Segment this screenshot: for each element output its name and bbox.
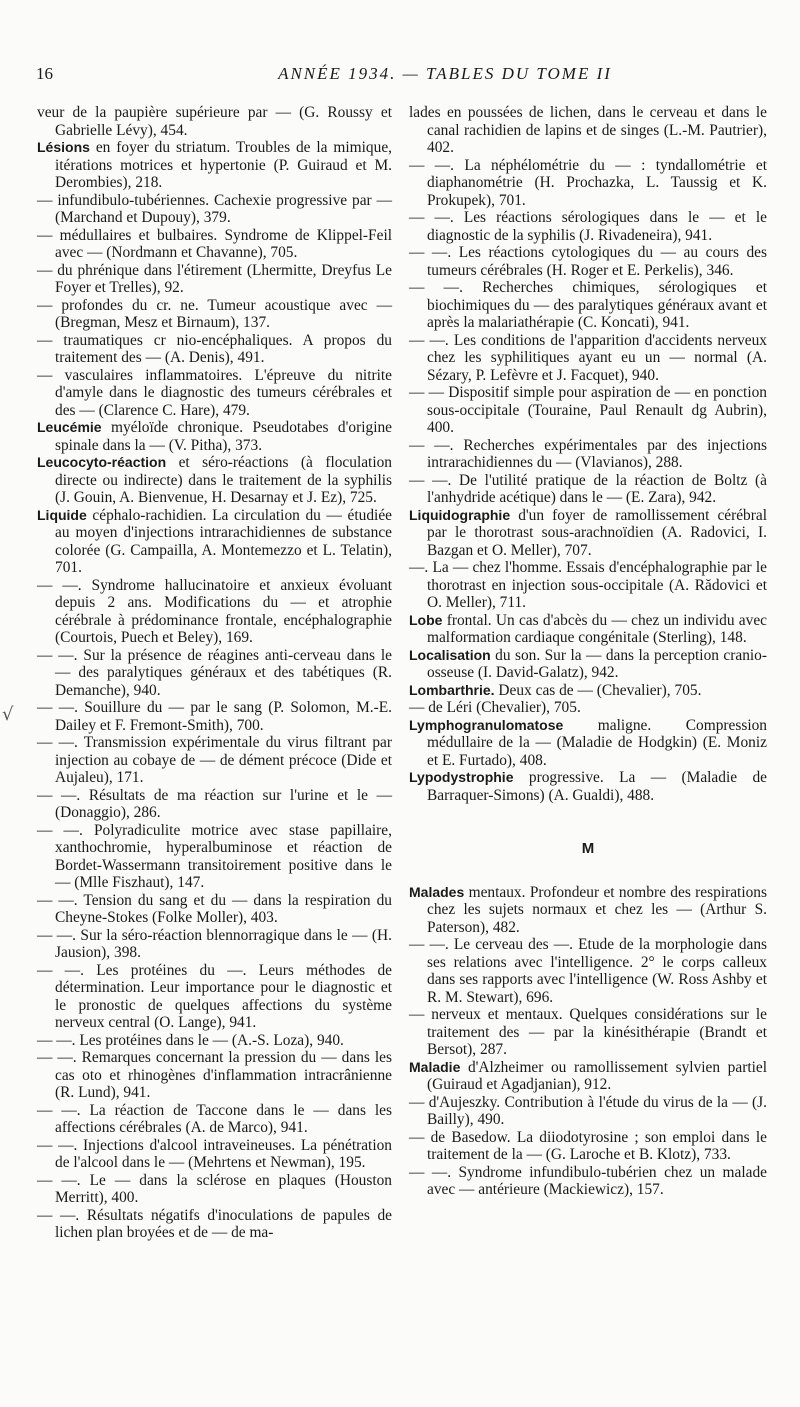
index-entry [37, 699, 392, 734]
entry-text: — —. Polyradiculite motrice avec stase papillaire, xanthochromie, hyperalbuminose et réaction de Bordet-Wassermann transitoirement positive dans le — (Mlle Fiszhaut), 147. [37, 821, 392, 891]
index-entry [409, 1006, 767, 1059]
index-entry [37, 927, 392, 962]
entry-text: du son. Sur la — dans la perception cranio-osseuse (I. David-Galatz), 942. [427, 646, 767, 681]
entry-text: d'Alzheimer ou ramollissement sylvien partiel (Guiraud et Agadjanian), 912. [427, 1058, 767, 1093]
entry-text: — —. Les protéines du —. Leurs méthodes de détermination. Leur importance pour le diagnostic et le pronostic de quelques affections du système nerveux central (O. Lange), 941. [37, 961, 392, 1031]
entry-headword: Lymphogranulomatose [409, 716, 564, 733]
entry-text: — —. Résultats négatifs d'inoculations de papules de lichen plan broyées et de — de ma- [37, 1206, 392, 1241]
index-entry [37, 822, 392, 892]
entry-text: et séro-réactions (à floculation directe ou indirecte) dans le traitement de la syphilis (J. Gouin, A. Bienvenue, H. Desarnay et J. Ez), 725. [55, 454, 392, 506]
index-entry [37, 454, 392, 507]
entry-text: d'un foyer de ramollissement cérébral par le thorotrast sous-arachnoïdien (A. Radovici, I. Bazgan et O. Meller), 707. [427, 506, 767, 559]
index-entry [409, 884, 767, 937]
entry-text: Deux cas de — (Chevalier), 705. [494, 681, 702, 699]
section-l-entries [409, 104, 767, 804]
entry-text: veur de la paupière supérieure par — (G. Roussy et Gabrielle Lévy), 454. [37, 104, 392, 139]
page-header [0, 64, 800, 92]
index-entry [37, 1137, 392, 1172]
entry-text: — —. Syndrome infundibulo-tubérien chez un malade avec — antérieure (Mackiewicz), 157. [409, 1163, 767, 1198]
index-entry [409, 682, 767, 700]
index-entry [37, 507, 392, 577]
index-entry [409, 209, 767, 244]
entry-text: — d'Aujeszky. Contribution à l'étude du virus de la — (J. Bailly), 490. [409, 1093, 767, 1128]
entry-text: — —. Les conditions de l'apparition d'accidents nerveux chez les syphilitiques ayant eu un — normal (A. Sézary, P. Lefèvre et J. Facquet), 940. [409, 331, 767, 384]
entry-text: progressive. La — (Maladie de Barraquer-Simons) (A. Gualdi), 488. [427, 769, 767, 804]
index-entry [37, 1102, 392, 1137]
index-entry [409, 1164, 767, 1199]
entry-text: céphalo-rachidien. La circulation du — étudiée au moyen d'injections intrarachidiennes de substance colorée (G. Campailla, A. Montemezzo et L. Telatin), 701. [55, 506, 392, 576]
entry-headword: Leucémie [37, 419, 102, 435]
entry-text: — —. Souillure du — par le sang (P. Solomon, M.-E. Dailey et F. Fremont-Smith), 700. [37, 699, 392, 734]
index-entry [409, 384, 767, 437]
entry-text: — infundibulo-tubériennes. Cachexie progressive par — (Marchand et Dupouy), 379. [37, 191, 392, 226]
entry-text: — de Basedow. La diiodotyrosine ; son emploi dans le traitement de la — (G. Laroche et B. Klotz), 733. [409, 1128, 767, 1163]
index-entry [409, 699, 767, 717]
index-entry [37, 1049, 392, 1102]
entry-text: frontal. Un cas d'abcès du — chez un individu avec malformation cardiaque congénitale (Sterling), 148. [427, 611, 767, 646]
index-entry [409, 332, 767, 385]
index-entry [409, 936, 767, 1006]
entry-text: — —. La réaction de Taccone dans le — dans les affections cérébrales (A. de Marco), 941. [37, 1101, 392, 1136]
entry-text: — —. Syndrome hallucinatoire et anxieux évoluant depuis 2 ans. Modifications du — et atrophie cérébrale à prédominance frontale, encéphalographie (Courtois, Puech et Beley), 169. [37, 576, 392, 646]
entry-text: — traumatiques cr nio-encéphaliques. A propos du traitement des — (A. Denis), 491. [37, 331, 392, 366]
index-entry [37, 419, 392, 454]
entry-headword: Liquidographie [409, 506, 511, 523]
entry-text: — —. Remarques concernant la pression du — dans les cas oto et rhinogènes d'inflammation intracrânienne (R. Lund), 941. [37, 1049, 392, 1101]
index-entry [37, 787, 392, 822]
index-entry [409, 507, 767, 560]
entry-text: —. La — chez l'homme. Essais d'encéphalographie par le thorotrast en injection sous-occipitale (A. Rădovici et O. Meller), 711. [409, 559, 767, 611]
entry-text: — médullaires et bulbaires. Syndrome de Klippel-Feil avec — (Nordmann et Chavanne), 705. [37, 226, 392, 261]
index-entry [37, 227, 392, 262]
index-entry [37, 1207, 392, 1242]
entry-headword: Maladie [409, 1058, 461, 1075]
entry-text: — —. Les réactions sérologiques dans le — et le diagnostic de la syphilis (J. Rivadeneira), 941. [409, 209, 767, 244]
entry-text: — —. Transmission expérimentale du virus filtrant par injection au cobaye de — de dément précoce (Dide et Aujaleu), 171. [37, 734, 392, 786]
entry-text: — vasculaires inflammatoires. L'épreuve du nitrite d'amyle dans le diagnostic des tumeurs cérébrales et des — (Clarence C. Hare), 479. [37, 366, 392, 419]
index-entry [409, 559, 767, 612]
index-entry [37, 892, 392, 927]
entry-text: — —. Injections d'alcool intraveineuses. La pénétration de l'alcool dans le — (Mehrtens et Newman), 195. [37, 1136, 392, 1171]
index-entry [409, 1094, 767, 1129]
index-entry [37, 297, 392, 332]
index-entry [409, 717, 767, 770]
running-title: ANNÉE 1934. — TABLES DU TOME II [278, 64, 612, 83]
index-entry [37, 1172, 392, 1207]
entry-headword: Lobe [409, 611, 443, 628]
index-entry [409, 472, 767, 507]
entry-text: myéloïde chronique. Pseudotabes d'origine spinale dans la — (V. Pitha), 373. [55, 419, 392, 454]
entry-text: mentaux. Profondeur et nombre des respirations chez les sujets normaux et chez les — (Arthur S. Paterson), 482. [427, 883, 767, 936]
entry-text: — de Léri (Chevalier), 705. [409, 699, 581, 716]
entry-headword: Lypodystrophie [409, 769, 514, 785]
entry-text: — — Dispositif simple pour aspiration de — en ponction sous-occipitale (Touraine, Paul Renault dg Aubrin), 400. [409, 384, 767, 436]
section-letter-heading: M [581, 840, 595, 857]
entry-headword: Leucocyto-réaction [37, 454, 167, 470]
index-entry [409, 279, 767, 332]
entry-text: — —. Sur la présence de réagines anti-cerveau dans le — des paralytiques généraux et des tabétiques (R. Demanche), 940. [37, 646, 392, 699]
index-entry [37, 139, 392, 192]
index-entry [409, 612, 767, 647]
entry-text: — —. Les protéines dans le — (A.-S. Loza), 940. [37, 1031, 344, 1049]
index-entry [37, 1032, 392, 1050]
entry-text: — —. Recherches chimiques, sérologiques et biochimiques du — des paralytiques généraux avant et après la malariathérapie (C. Koncati), 941. [409, 279, 767, 331]
right-column [409, 104, 767, 1199]
entry-headword: Localisation [409, 646, 491, 663]
entry-text: — —. De l'utilité pratique de la réaction de Boltz (à l'anhydride acétique) dans le — (E. Zara), 942. [409, 471, 767, 506]
entry-text: — —. Sur la séro-réaction blennorragique dans le — (H. Jausion), 398. [37, 926, 392, 961]
entry-text: — du phrénique dans l'étirement (Lhermitte, Dreyfus Le Foyer et Trelles), 92. [37, 261, 392, 296]
index-entry [409, 244, 767, 279]
entry-text: — —. La néphélométrie du — : tyndallométrie et diaphanométrie (H. Prochazka, L. Taussig et K. Prokupek), 701. [409, 156, 767, 209]
index-entry [409, 1129, 767, 1164]
index-entry [409, 104, 767, 157]
index-entry [37, 577, 392, 647]
entry-headword: Lésions [37, 139, 90, 155]
entry-text: lades en poussées de lichen, dans le cerveau et dans le canal rachidien de lapins et de singes (L.-M. Pautrier), 402. [409, 104, 767, 156]
index-entry [37, 192, 392, 227]
index-entry [37, 962, 392, 1032]
index-entry [409, 437, 767, 472]
entry-headword: Lombarthrie. [409, 681, 495, 698]
index-entry [37, 647, 392, 700]
entry-headword: Liquide [37, 506, 87, 523]
entry-text: — —. Recherches expérimentales par des injections intrarachidiennes du — (Vlavianos), 288. [409, 436, 767, 471]
entry-text: — nerveux et mentaux. Quelques considérations sur le traitement des — par la kinésithérapie (Brandt et Bersot), 287. [409, 1006, 767, 1058]
page-number: 16 [36, 64, 53, 83]
index-entry [37, 734, 392, 787]
entry-text: — —. Le — dans la sclérose en plaques (Houston Merritt), 400. [37, 1171, 392, 1206]
index-entry [409, 769, 767, 804]
entry-text: — —. Tension du sang et du — dans la respiration du Cheyne-Stokes (Folke Moller), 403. [37, 891, 392, 926]
entry-text: en foyer du striatum. Troubles de la mimique, itérations motrices et hypertonie (P. Guiraud et M. Derombies), 218. [55, 139, 392, 191]
index-entry [37, 367, 392, 420]
entry-text: — —. Résultats de ma réaction sur l'urine et le — (Donaggio), 286. [37, 786, 392, 821]
entry-text: — profondes du cr. ne. Tumeur acoustique avec — (Bregman, Mesz et Birnaum), 137. [37, 296, 392, 331]
index-entry [37, 104, 392, 139]
entry-text: — —. Le cerveau des —. Etude de la morphologie dans ses relations avec l'intelligence. 2° le corps calleux dans ses rapports avec l'intelligence (W. Ross Ashby et R. M. Stewart), 696. [409, 936, 767, 1006]
margin-check-mark: √ [2, 704, 14, 725]
index-entry [37, 332, 392, 367]
left-column [37, 104, 392, 1242]
section-m-entries [409, 884, 767, 1199]
index-entry [409, 1059, 767, 1094]
index-entry [37, 262, 392, 297]
entry-text: — —. Les réactions cytologiques du — au cours des tumeurs cérébrales (H. Roger et E. Perkelis), 346. [409, 244, 767, 279]
entry-text: maligne. Compression médullaire de la — (Maladie de Hodgkin) (E. Moniz et E. Furtado), 408. [427, 716, 767, 769]
entry-headword: Malades [409, 883, 465, 900]
index-entry [409, 647, 767, 682]
index-entry [409, 157, 767, 210]
